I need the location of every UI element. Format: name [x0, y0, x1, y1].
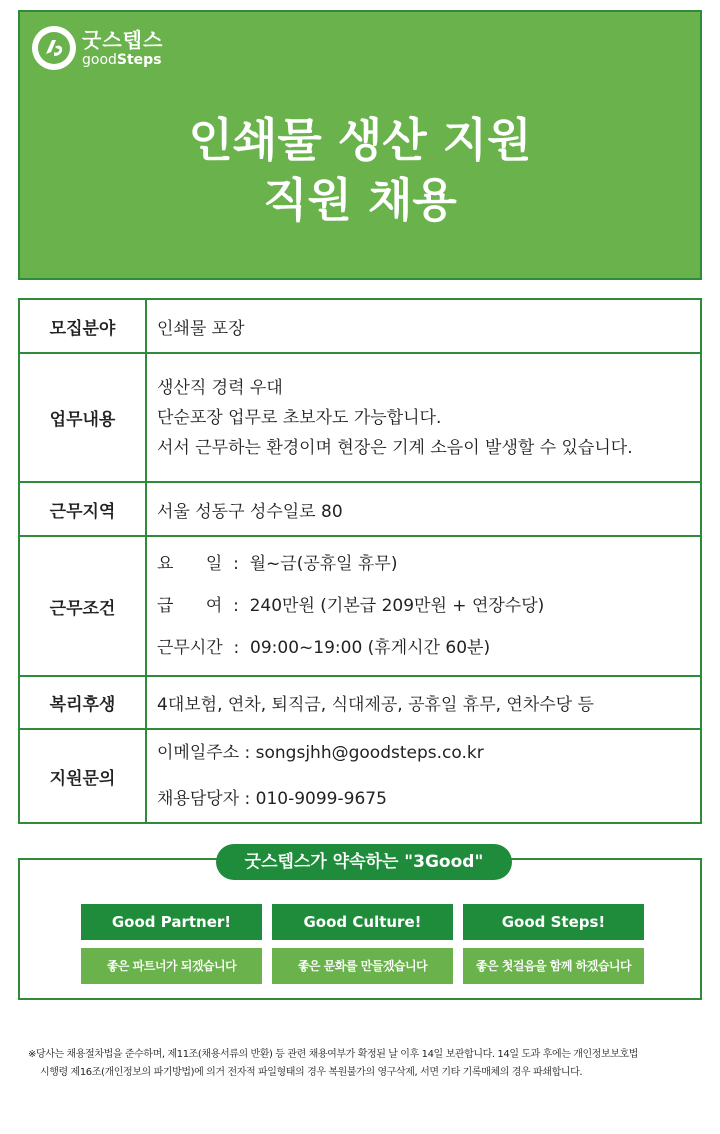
- promise-title: 굿스텝스가 약속하는 "3Good": [216, 844, 512, 880]
- promise-card-sub-partner: 좋은 파트너가 되겠습니다: [81, 948, 262, 984]
- conditions-hours: 근무시간 : 09:00~19:00 (휴게시간 60분): [157, 638, 491, 658]
- duty-line-1: 생산직 경력 우대: [157, 377, 283, 398]
- contact-email[interactable]: 이메일주소 : songsjhh@goodsteps.co.kr: [157, 743, 484, 763]
- job-info-table: [18, 298, 702, 824]
- welfare-value: 4대보험, 연차, 퇴직금, 식대제공, 공휴일 휴무, 연차수당 등: [146, 676, 701, 729]
- welfare-label: 복리후생: [19, 676, 146, 729]
- area-label: 근무지역: [19, 482, 146, 536]
- logo-text: [82, 27, 164, 68]
- duty-value: [146, 353, 701, 482]
- contact-manager[interactable]: 채용담당자 : 010-9099-9675: [157, 789, 387, 809]
- notice-line-2: 시행령 제16조(개인정보의 파기방법)에 의거 전자적 파일형태의 경우 복원불가의 영구삭제, 서면 기타 기록매체의 경우 파쇄합니다.: [40, 1067, 583, 1078]
- conditions-salary: 급 여 : 240만원 (기본급 209만원 + 연장수당): [157, 596, 545, 616]
- duty-label: 업무내용: [19, 353, 146, 482]
- hero-banner: [18, 10, 702, 280]
- conditions-days: 요 일 : 월~금(공휴일 휴무): [157, 554, 398, 574]
- promise-card-sub-steps: 좋은 첫걸음을 함께 하겠습니다: [463, 948, 644, 984]
- logo-name-en-bold: Steps: [116, 51, 162, 68]
- table-row-duty: [19, 353, 701, 482]
- table-row-field: [19, 299, 701, 353]
- contact-label: 지원문의: [19, 729, 146, 823]
- table-row-welfare: [19, 676, 701, 729]
- promise-section: [18, 852, 702, 1000]
- duty-line-3: 서서 근무하는 환경이며 현장은 기계 소음이 발생할 수 있습니다.: [157, 437, 633, 458]
- conditions-value: [146, 536, 701, 676]
- contact-value: [146, 729, 701, 823]
- promise-card-head-partner: Good Partner!: [81, 904, 262, 940]
- notice-line-1: ※당사는 채용절차법을 준수하며, 제11조(채용서류의 반환) 등 관련 채용여부가 확정된 날 이후 14일 보관합니다. 14일 도과 후에는 개인정보보호법: [28, 1049, 639, 1060]
- duty-line-2: 단순포장 업무로 초보자도 가능합니다.: [157, 407, 442, 428]
- title-line-1: 인쇄물 생산 지원: [188, 113, 532, 167]
- promise-card-sub-culture: 좋은 문화를 만들겠습니다: [272, 948, 453, 984]
- table-row-conditions: [19, 536, 701, 676]
- company-logo[interactable]: [32, 26, 163, 70]
- logo-name-en-light: good: [82, 51, 117, 68]
- conditions-label: 근무조건: [19, 536, 146, 676]
- logo-name-en: [82, 53, 163, 67]
- promise-card-head-steps: Good Steps!: [463, 904, 644, 940]
- field-value: 인쇄물 포장: [146, 299, 701, 353]
- table-row-contact: [19, 729, 701, 823]
- table-row-area: [19, 482, 701, 536]
- page-title: [20, 110, 700, 230]
- privacy-notice: [28, 1046, 698, 1082]
- field-label: 모집분야: [19, 299, 146, 353]
- logo-name-ko: 굿스텝스: [82, 27, 164, 52]
- promise-card-head-culture: Good Culture!: [272, 904, 453, 940]
- logo-mark-icon: [32, 26, 76, 70]
- area-value: 서울 성동구 성수일로 80: [146, 482, 701, 536]
- title-line-2: 직원 채용: [263, 173, 457, 227]
